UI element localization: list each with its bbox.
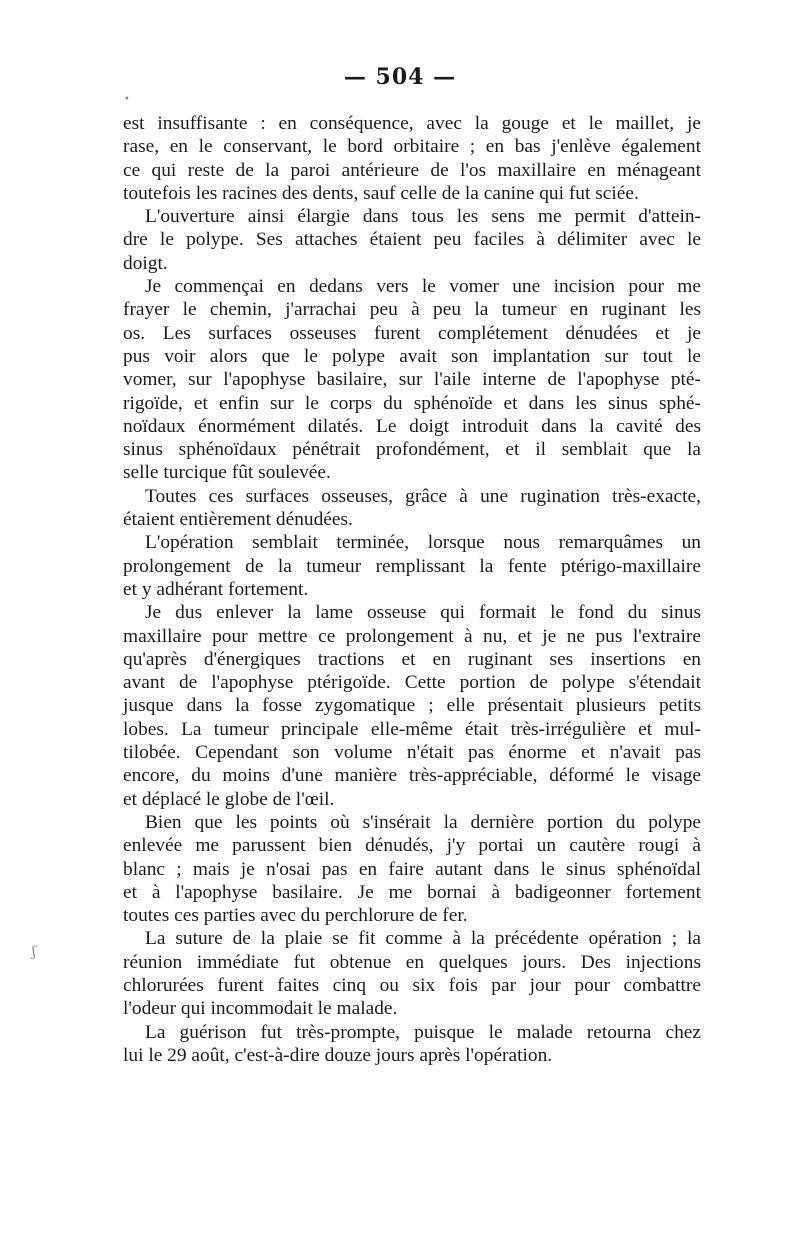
text-line: étaient entièrement dénudées.: [123, 509, 353, 531]
page-number: — 504 —: [343, 64, 457, 90]
text-line: rase, en le conservant, le bord orbitaire ; en bas j'enlève également: [123, 136, 701, 158]
text-line: ce qui reste de la paroi antérieure de l'os maxillaire en ménageant: [123, 159, 701, 181]
paragraph: [123, 601, 701, 811]
text-line: lui le 29 août, c'est-à-dire douze jours après l'opération.: [123, 1044, 553, 1066]
text-line: pus voir alors que le polype avait son implantation sur tout le: [123, 345, 701, 367]
text-line: jusque dans la fosse zygomatique ; elle présentait plusieurs petits: [123, 695, 701, 717]
text-line: doigt.: [123, 252, 168, 274]
text-line: enlevée me parussent bien dénudés, j'y portai un cautère rougi à: [123, 835, 701, 857]
text-line: réunion immédiate fut obtenue en quelques jours. Des injections: [123, 951, 701, 973]
paragraph: [123, 1021, 701, 1068]
text-line: et y adhérant fortement.: [123, 578, 309, 600]
ink-dot: •: [124, 94, 130, 105]
text-line: La guérison fut très-prompte, puisque le malade retourna chez: [145, 1021, 701, 1043]
paragraph: [123, 485, 701, 532]
text-line: toutes ces parties avec du perchlorure de fer.: [123, 905, 468, 927]
paragraph: [123, 205, 701, 275]
text-line: encore, du moins d'une manière très-appréciable, déformé le visage: [123, 765, 701, 787]
margin-mark: ʃ: [32, 944, 36, 960]
text-line: blanc ; mais je n'osai pas en faire autant dans le sinus sphénoïdal: [123, 858, 701, 880]
text-line: sinus sphénoïdaux pénétrait profondément, et il semblait que la: [123, 439, 701, 461]
text-line: qu'après d'énergiques tractions et en ruginant ses insertions en: [123, 648, 701, 670]
paragraph: [123, 927, 701, 1020]
text-line: est insuffisante : en conséquence, avec la gouge et le maillet, je: [123, 113, 701, 134]
text-line: frayer le chemin, j'arrachai peu à peu la tumeur en ruginant les: [123, 299, 701, 321]
text-line: Toutes ces surfaces osseuses, grâce à une rugination très-exacte,: [145, 485, 701, 507]
text-line: L'opération semblait terminée, lorsque nous remarquâmes un: [145, 532, 701, 554]
paragraph: [123, 275, 701, 485]
paragraph: [123, 112, 701, 205]
paragraph: [123, 531, 701, 601]
text-line: Je dus enlever la lame osseuse qui formait le fond du sinus: [145, 602, 701, 624]
text-line: avant de l'apophyse ptérigoïde. Cette portion de polype s'étendait: [123, 672, 701, 694]
text-line: Je commençai en dedans vers le vomer une incision pour me: [145, 276, 701, 298]
body-text: [123, 112, 701, 1067]
text-line: et déplacé le globe de l'œil.: [123, 788, 335, 810]
text-line: rigoïde, et enfin sur le corps du sphénoïde et dans les sinus sphé-: [123, 392, 701, 414]
text-line: lobes. La tumeur principale elle-même était très-irrégulière et mul-: [123, 718, 701, 740]
text-line: selle turcique fût soulevée.: [123, 462, 331, 484]
text-line: vomer, sur l'apophyse basilaire, sur l'aile interne de l'apophyse pté-: [123, 369, 701, 391]
text-line: noïdaux énormément dilatés. Le doigt introduit dans la cavité des: [123, 415, 701, 437]
text-line: prolongement de la tumeur remplissant la fente ptérigo-maxillaire: [123, 555, 701, 577]
text-line: os. Les surfaces osseuses furent complétement dénudées et je: [123, 322, 701, 344]
text-line: La suture de la plaie se fit comme à la précédente opération ; la: [145, 928, 701, 950]
text-line: toutefois les racines des dents, sauf celle de la canine qui fut sciée.: [123, 182, 639, 204]
paragraph: [123, 811, 701, 927]
text-line: tilobée. Cependant son volume n'était pas énorme et n'avait pas: [123, 742, 701, 764]
text-line: et à l'apophyse basilaire. Je me bornai à badigeonner fortement: [123, 881, 701, 903]
text-line: maxillaire pour mettre ce prolongement à nu, et je ne pus l'extraire: [123, 625, 701, 647]
text-line: L'ouverture ainsi élargie dans tous les sens me permit d'attein-: [145, 206, 701, 228]
text-line: l'odeur qui incommodait le malade.: [123, 998, 398, 1020]
text-line: chlorurées furent faites cinq ou six fois par jour pour combattre: [123, 974, 701, 996]
text-line: Bien que les points où s'insérait la dernière portion du polype: [145, 811, 701, 833]
text-line: dre le polype. Ses attaches étaient peu faciles à délimiter avec le: [123, 229, 701, 251]
